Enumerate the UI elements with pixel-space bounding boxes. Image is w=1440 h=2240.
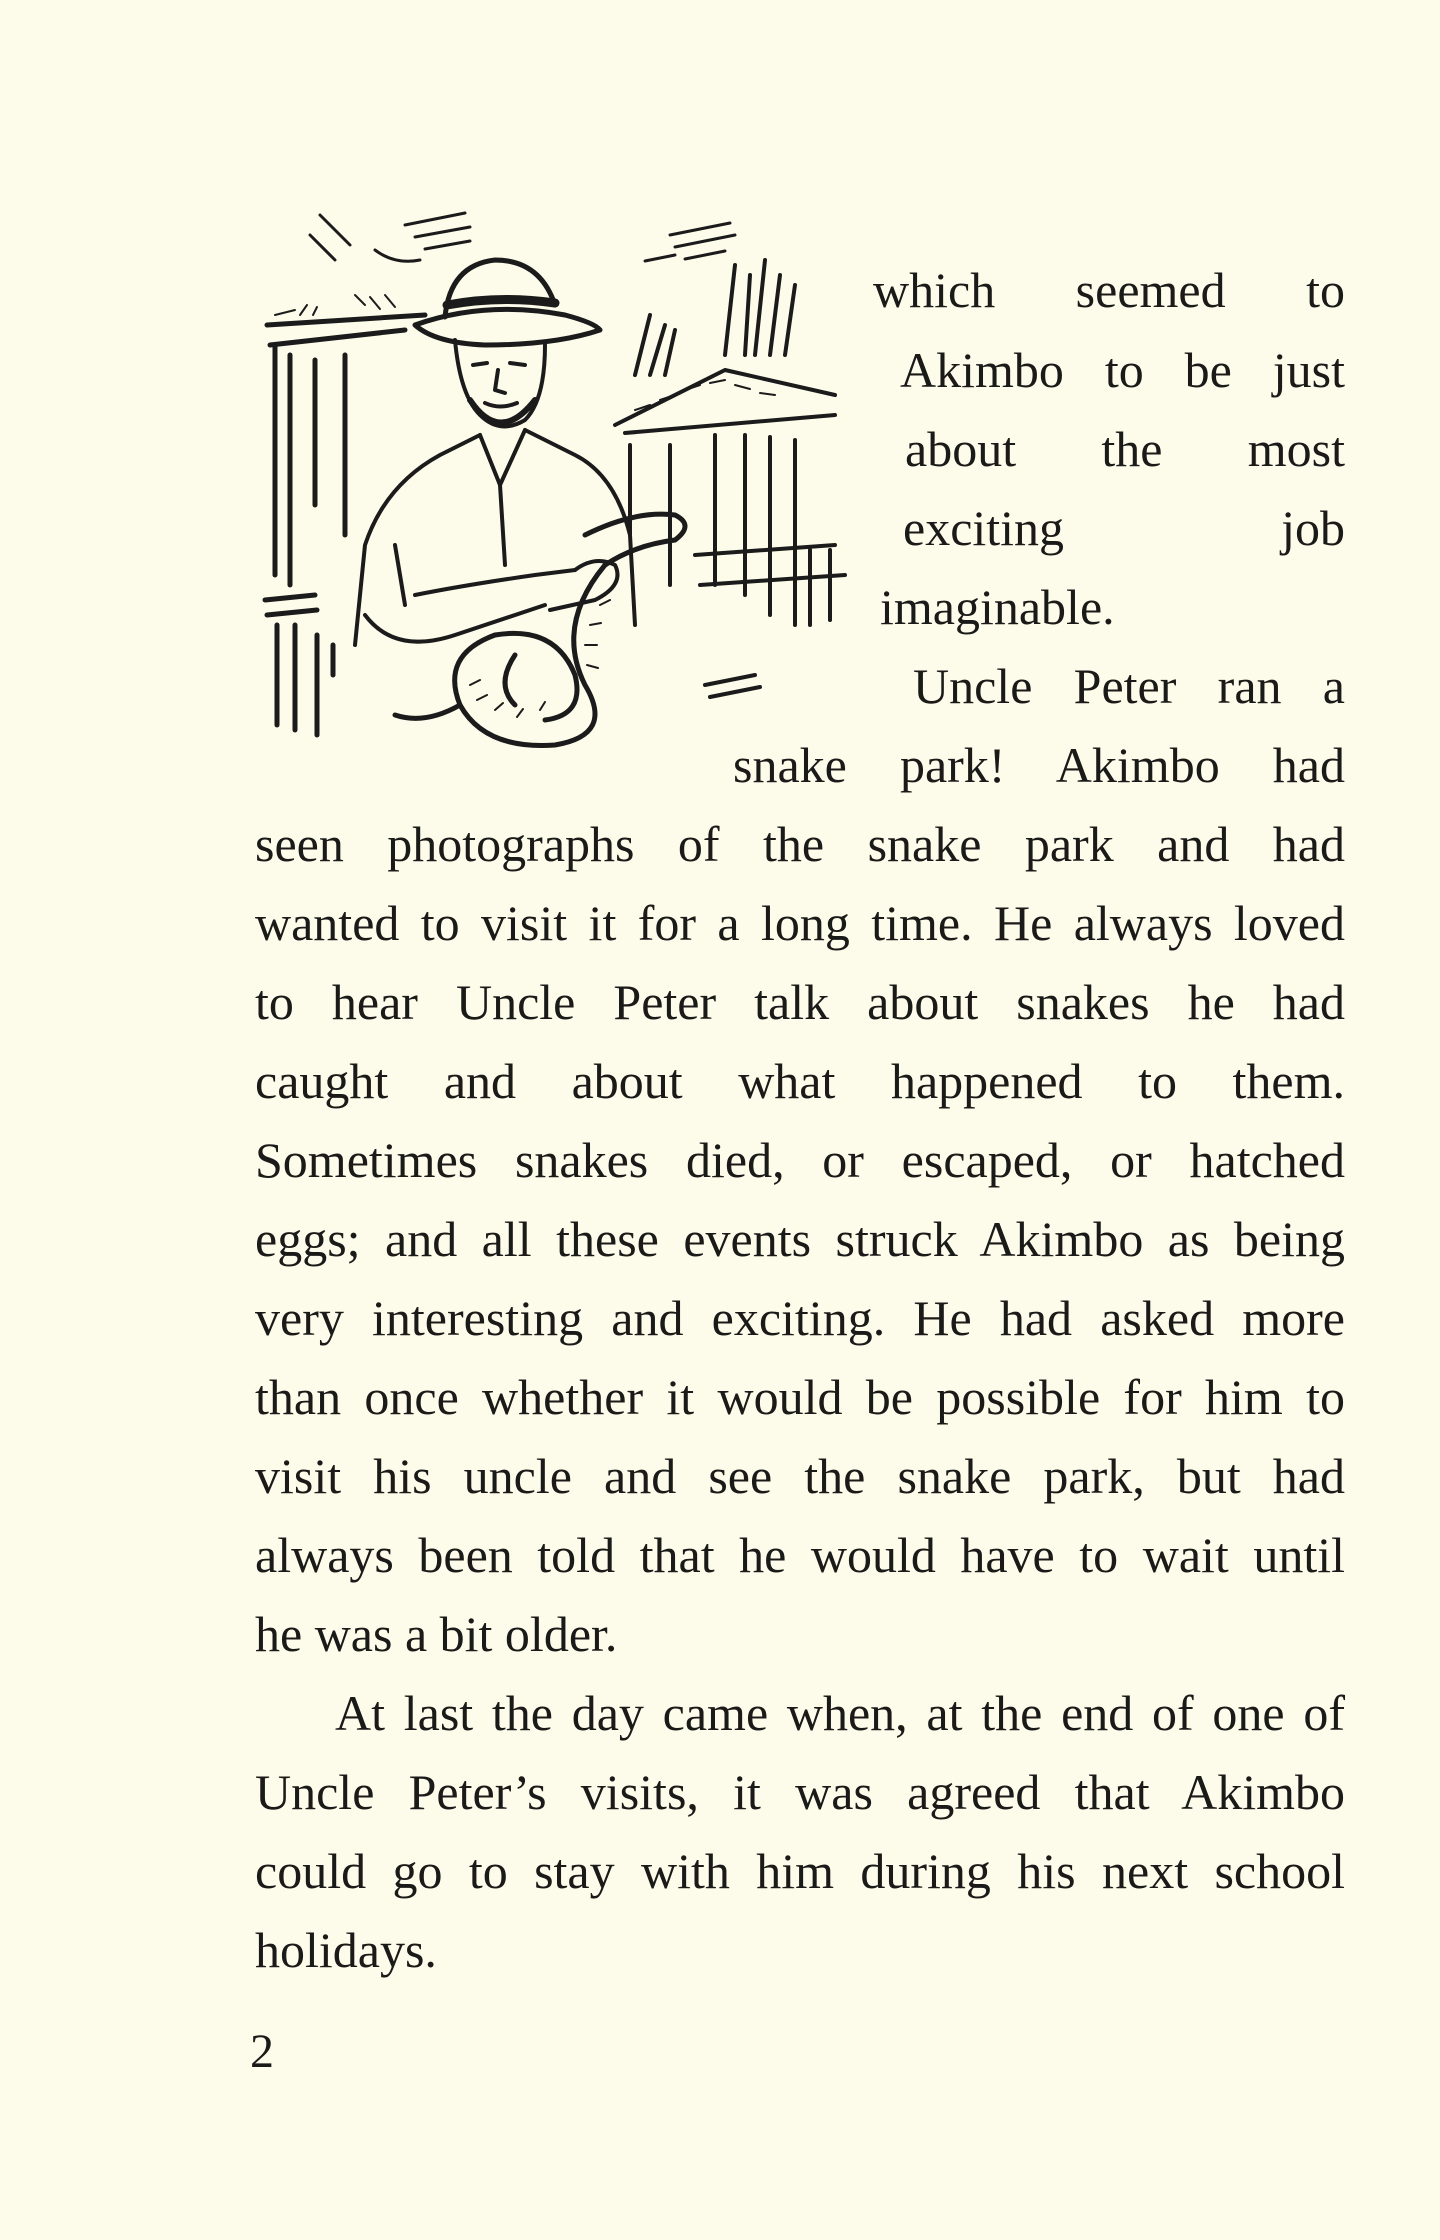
text-line: eggs; and all these events struck Akimbo as being (255, 1211, 1345, 1267)
text-line: At last the day came when, at the end of one of (335, 1685, 1345, 1741)
text-line: he was a bit older. (255, 1606, 618, 1662)
text-line: Uncle Peter’s visits, it was agreed that Akimbo (255, 1764, 1345, 1820)
text-line: to hear Uncle Peter talk about snakes he had (255, 974, 1345, 1030)
text-line: Uncle Peter ran a (913, 658, 1345, 714)
man-holding-snake-illustration (255, 205, 865, 785)
text-line: about the most (905, 421, 1345, 477)
text-line: Akimbo to be just (900, 342, 1345, 398)
text-line: snake park! Akimbo had (733, 737, 1345, 793)
text-line: holidays. (255, 1922, 437, 1978)
text-line: visit his uncle and see the snake park, but had (255, 1448, 1345, 1504)
text-line: wanted to visit it for a long time. He always loved (255, 895, 1345, 951)
text-line: which seemed to (873, 262, 1345, 318)
text-line: Sometimes snakes died, or escaped, or hatched (255, 1132, 1345, 1188)
text-line: caught and about what happened to them. (255, 1053, 1345, 1109)
text-line: very interesting and exciting. He had asked more (255, 1290, 1345, 1346)
text-line: imaginable. (880, 579, 1115, 635)
text-line: seen photographs of the snake park and had (255, 816, 1345, 872)
text-line: exciting job (903, 500, 1345, 556)
text-line: could go to stay with him during his next school (255, 1843, 1345, 1899)
page-number: 2 (250, 2025, 274, 2078)
text-line: always been told that he would have to wait until (255, 1527, 1345, 1583)
text-line: than once whether it would be possible for him to (255, 1369, 1345, 1425)
